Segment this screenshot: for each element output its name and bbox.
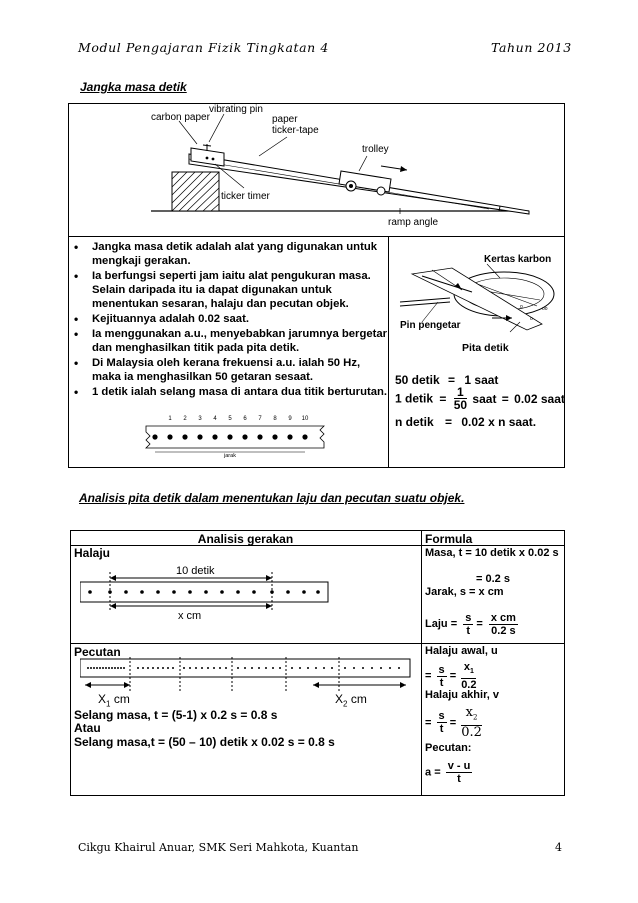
bullet-item: • Ia menggunakan a.u., menyebabkan jarumnya bergetar dan menghasilkan titik pada pita detik. [72,327,388,355]
ticker-timer-diagram-box [68,103,565,237]
label-kertas-karbon: Kertas karbon [484,254,552,265]
label-pin-pengetar: Pin pengetar [400,320,461,331]
label-x-cm: x cm [178,610,202,622]
ticker-timer-bullets [72,240,388,400]
label-paper: paper [272,114,298,125]
formula-u: = $\frac{s}{t}$ = $\frac{x_1}{0.2}$ [425,661,477,692]
label-trolley: trolley [362,144,389,155]
formula-pecutan-label: Pecutan: [425,742,472,754]
label-x1-cm: $X_1$ cm [98,692,130,709]
row-label-halaju: Halaju [74,546,111,560]
header-title: Modul Pengajaran Fizik Tingkatan 4 [78,40,329,55]
equation-1-detik: 1 detik = $\frac{1}{50}$ saat = 0.02 saat [395,385,565,412]
tape-number: 1 [168,416,172,422]
ticker-timer-diagram [69,104,564,236]
tape-number: 6 [243,416,247,422]
tape-number: 2 [183,416,187,422]
tape-number: 8 [273,416,277,422]
ticker-tape-diagram [140,414,340,458]
section-title-analisis: Analisis pita detik dalam menentukan laju dan pecutan suatu objek. [79,491,465,505]
page-number: 4 [555,841,562,854]
formula-v: = $\frac{s}{t}$ = $\frac{x_2}{0.2}$ [425,705,482,740]
svg-text:o: o [520,304,523,310]
formula-halaju-awal: Halaju awal, u [425,645,498,657]
formula-jarak: Jarak, s = x cm [425,586,504,598]
col-header-formula: Formula [425,532,473,546]
tape-number: 7 [258,416,262,422]
tape-number: 9 [288,416,292,422]
label-10-detik: 10 detik [176,565,215,577]
label-carbon-paper: carbon paper [151,112,210,123]
pecutan-line-3: Selang masa,t = (50 – 10) detik x 0.02 s = 0.8 s [74,735,335,749]
tape-number: 5 [228,416,232,422]
bullet-item: • Di Malaysia oleh kerana frekuensi a.u. ialah 50 Hz, maka ia menghasilkan 50 getaran sesaat. [72,356,388,384]
footer-author: Cikgu Khairul Anuar, SMK Seri Mahkota, Kuantan [78,841,359,854]
formula-laju: Laju = $\frac{s}{t}$ = $\frac{\text{x cm}}{0.2 s}$ [425,612,516,637]
section-title-jangka-masa-detik: Jangka masa detik [80,80,187,94]
equation-50-detik: 50 detik = 1 saat [395,373,499,387]
pecutan-line-2: Atau [74,721,101,735]
bullet-item: • 1 detik ialah selang masa di antara dua titik berturutan. [72,385,388,399]
tape-number: 4 [213,416,217,422]
label-x2-cm: $X_2$ cm [335,692,367,709]
header-year: Tahun 2013 [491,40,572,55]
halaju-tape-diagram [80,558,420,628]
svg-text:o: o [530,316,533,322]
label-vibrating-pin: vibrating pin [209,104,263,115]
formula-masa-result: = 0.2 s [476,573,510,585]
tape-number: 3 [198,416,202,422]
svg-text:oo: oo [542,306,548,312]
pecutan-tape-diagram [80,657,420,705]
label-ticker-timer: ticker timer [221,191,270,202]
label-pita-detik: Pita detik [462,342,509,354]
label-ticker-tape: ticker-tape [272,125,319,136]
label-ramp-angle: ramp angle [388,217,439,228]
formula-halaju-akhir: Halaju akhir, v [425,689,499,701]
equation-n-detik: n detik = 0.02 x n saat. [395,415,537,429]
bullet-item: • Ia berfungsi seperti jam iaitu alat pengukuran masa. Selain daripada itu ia dapat digunakan untuk menentukan sesaran, halaju dan pecutan objek. [72,269,388,311]
tape-label-jarak: jarak [224,453,236,458]
formula-masa: Masa, t = 10 detik x 0.02 s [425,547,559,559]
row-label-pecutan: Pecutan [74,645,121,659]
tape-number: 10 [301,416,309,422]
bullet-item: • Jangka masa detik adalah alat yang digunakan untuk mengkaji gerakan. [72,240,388,268]
pecutan-line-1: Selang masa, t = (5-1) x 0.2 s = 0.8 s [74,708,278,722]
formula-a: a = $\frac{v - u}{t}$ [425,760,471,785]
col-header-analisis: Analisis gerakan [197,532,294,546]
bullet-item: • Kejituannya adalah 0.02 saat. [72,312,388,326]
